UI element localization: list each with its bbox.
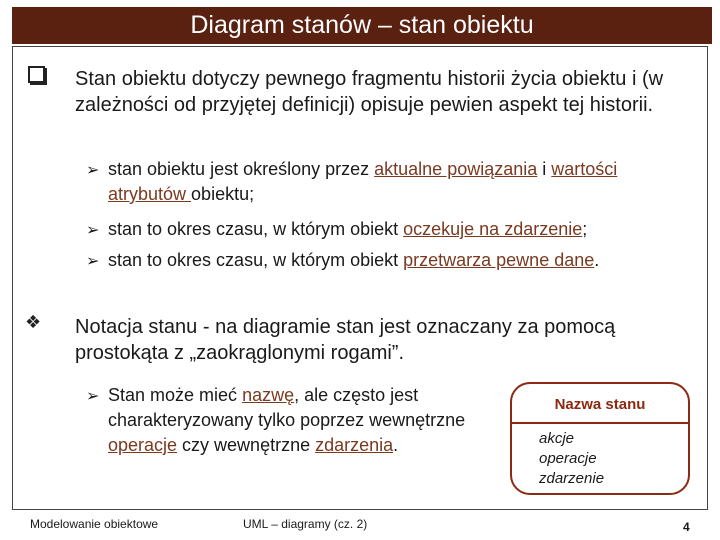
slide-title: Diagram stanów – stan obiektu [190,11,534,39]
subitem-text-part: stan to okres czasu, w którym obiekt [108,219,404,239]
link-nazwe[interactable]: nazwę [242,385,295,405]
subitem-text-part: . [393,435,399,455]
subitem-text [86,383,491,458]
state-activity-line: operacje [539,450,597,467]
link-operacje[interactable]: operacje [108,435,178,455]
square-bullet-icon [28,66,45,83]
subitem-text-part: . [594,250,600,270]
subitem-text-part: stan obiektu jest określony przez [108,159,375,179]
subitem-text [86,217,706,242]
diamond-bullet-icon: ❖ [25,312,42,333]
state-activities [539,429,604,489]
section1-subitem-3 [86,248,666,273]
subitem-text [86,157,666,207]
link-oczekuje-na-zdarzenie[interactable]: oczekuje na zdarzenie [403,219,583,239]
state-activity-line: akcje [539,430,575,447]
subitem-text [86,248,666,273]
subitem-text-part: stan to okres czasu, w którym obiekt [108,250,404,270]
subitem-text-part: ; [582,219,588,239]
state-box [510,382,690,495]
section2-text: Notacja stanu - na diagramie stan jest oznaczany za pomocą prostokąta z „zaokrąglonymi rogami”. [75,316,616,364]
arrow-bullet-icon: ➢ [86,251,100,270]
section1-text: Stan obiektu dotyczy pewnego fragmentu historii życia obiektu i (w zależności od przyjętej definicji) opisuje pewien aspekt tej historii. [75,68,664,116]
state-name: Nazwa stanu [554,396,646,413]
section1-subitem-2 [86,217,706,242]
footer-topic: UML – diagramy (cz. 2) [243,517,368,531]
state-divider [512,422,688,424]
state-activity-line: zdarzenie [539,470,605,487]
link-zdarzenia[interactable]: zdarzenia [315,435,394,455]
section1-subitem-1 [86,157,666,207]
subitem-text-part: Stan może mieć [108,385,243,405]
link-przetwarza-pewne-dane[interactable]: przetwarza pewne dane [403,250,595,270]
arrow-bullet-icon: ➢ [86,220,100,239]
arrow-bullet-icon: ➢ [86,386,100,405]
footer-course: Modelowanie obiektowe [30,517,159,531]
subitem-text-part: obiektu; [191,184,255,204]
section2-subitem [86,383,491,458]
subitem-text-part: i [537,159,552,179]
slide-title-bar [12,7,712,44]
subitem-text-part: czy wewnętrzne [177,435,316,455]
link-wartosci-atrybutow[interactable]: wartości atrybutów [108,159,618,204]
link-aktualne-powiazania[interactable]: aktualne powiązania [374,159,538,179]
page-number: 4 [683,520,690,534]
arrow-bullet-icon: ➢ [86,160,100,179]
subitem-text-part: , ale często jest charakteryzowany tylko poprzez wewnętrzne [108,385,466,430]
